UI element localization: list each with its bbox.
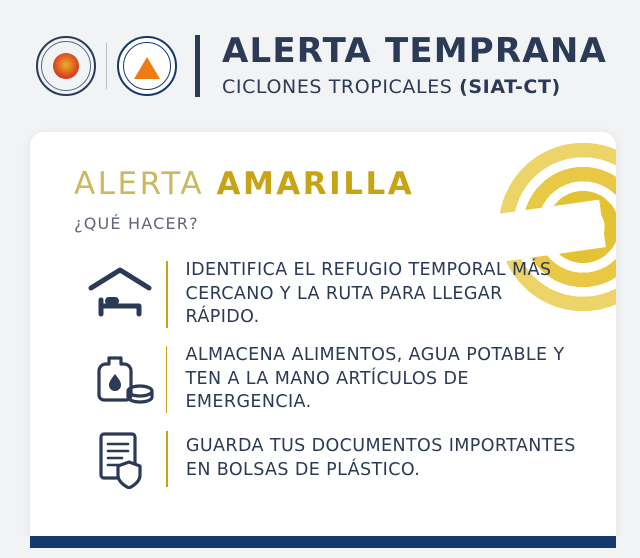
recommendation-text: GUARDA TUS DOCUMENTOS IMPORTANTES EN BOLSAS DE PLÁSTICO. [185, 436, 576, 480]
shelter-icon [74, 266, 166, 322]
gobierno-quintana-roo-logo [36, 36, 96, 96]
alert-word: ALERTA [74, 166, 217, 202]
what-to-do-label: ¿QUÉ HACER? [74, 214, 199, 233]
alert-color-word: AMARILLA [216, 166, 415, 202]
recommendation-text: ALMACENA ALIMENTOS, AGUA POTABLE Y TEN A LA MANO ARTÍCULOS DE EMERGENCIA. [185, 344, 565, 413]
triangle-icon [134, 57, 160, 79]
item-divider [166, 261, 168, 328]
logo-divider [106, 43, 107, 89]
recommendation-list [74, 259, 576, 489]
alert-level-heading [74, 166, 576, 202]
header-divider-bar [195, 35, 200, 97]
footer-strip [30, 536, 616, 548]
page-subtitle [222, 76, 607, 98]
alert-card [30, 132, 616, 536]
list-item [74, 344, 576, 415]
list-item [74, 259, 576, 330]
item-divider [166, 431, 168, 487]
header-titles [222, 31, 607, 98]
recommendation-text: IDENTIFICA EL REFUGIO TEMPORAL MÁS CERCANO Y LA RUTA PARA LLEGAR RÁPIDO. [185, 260, 552, 328]
logo-ring [41, 41, 91, 91]
item-divider [166, 346, 167, 413]
water-and-food-icon [74, 350, 166, 408]
proteccion-civil-logo [117, 36, 177, 96]
subtitle-text: CICLONES TROPICALES [222, 75, 460, 98]
poster-header [0, 0, 640, 132]
list-item [74, 429, 576, 489]
logo-group [36, 36, 177, 96]
subtitle-acronym: (SIAT-CT) [459, 75, 561, 98]
documents-icon [74, 429, 166, 489]
page-title: ALERTA TEMPRANA [222, 31, 607, 72]
card-content [30, 132, 616, 489]
